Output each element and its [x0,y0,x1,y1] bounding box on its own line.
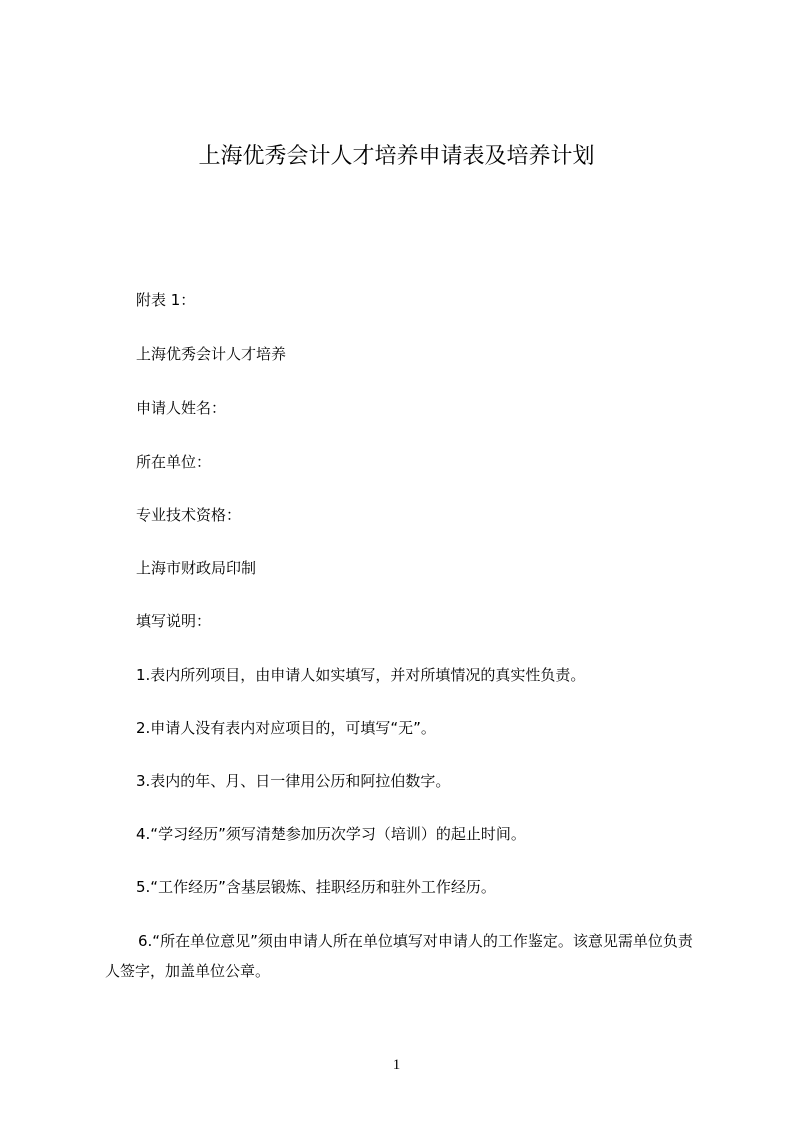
instruction-item: 2.申请人没有表内对应项目的，可填写“无”。 [136,719,436,737]
page-number: 1 [392,1057,401,1073]
applicant-name-field: 申请人姓名： [136,399,227,417]
instructions-heading: 填写说明： [136,612,212,630]
issuer-line: 上海市财政局印制 [136,559,257,577]
instruction-item: 3.表内的年、月、日一律用公历和阿拉伯数字。 [136,772,451,790]
qualification-field: 专业技术资格： [136,506,242,524]
appendix-label: 附表 1： [136,291,196,309]
document-title: 上海优秀会计人才培养申请表及培养计划 [198,144,595,169]
instruction-item: 6.“所在单位意见”须由申请人所在单位填写对申请人的工作鉴定。该意见需单位负责人签字，加盖单位公章。 [105,932,693,980]
instruction-item: 5.“工作经历”含基层锻炼、挂职经历和驻外工作经历。 [136,878,496,896]
program-name: 上海优秀会计人才培养 [136,345,287,363]
instruction-item: 4.“学习经历”须写清楚参加历次学习（培训）的起止时间。 [136,825,526,843]
employer-field: 所在单位： [136,453,212,471]
instruction-item: 1.表内所列项目，由申请人如实填写，并对所填情况的真实性负责。 [136,666,586,684]
